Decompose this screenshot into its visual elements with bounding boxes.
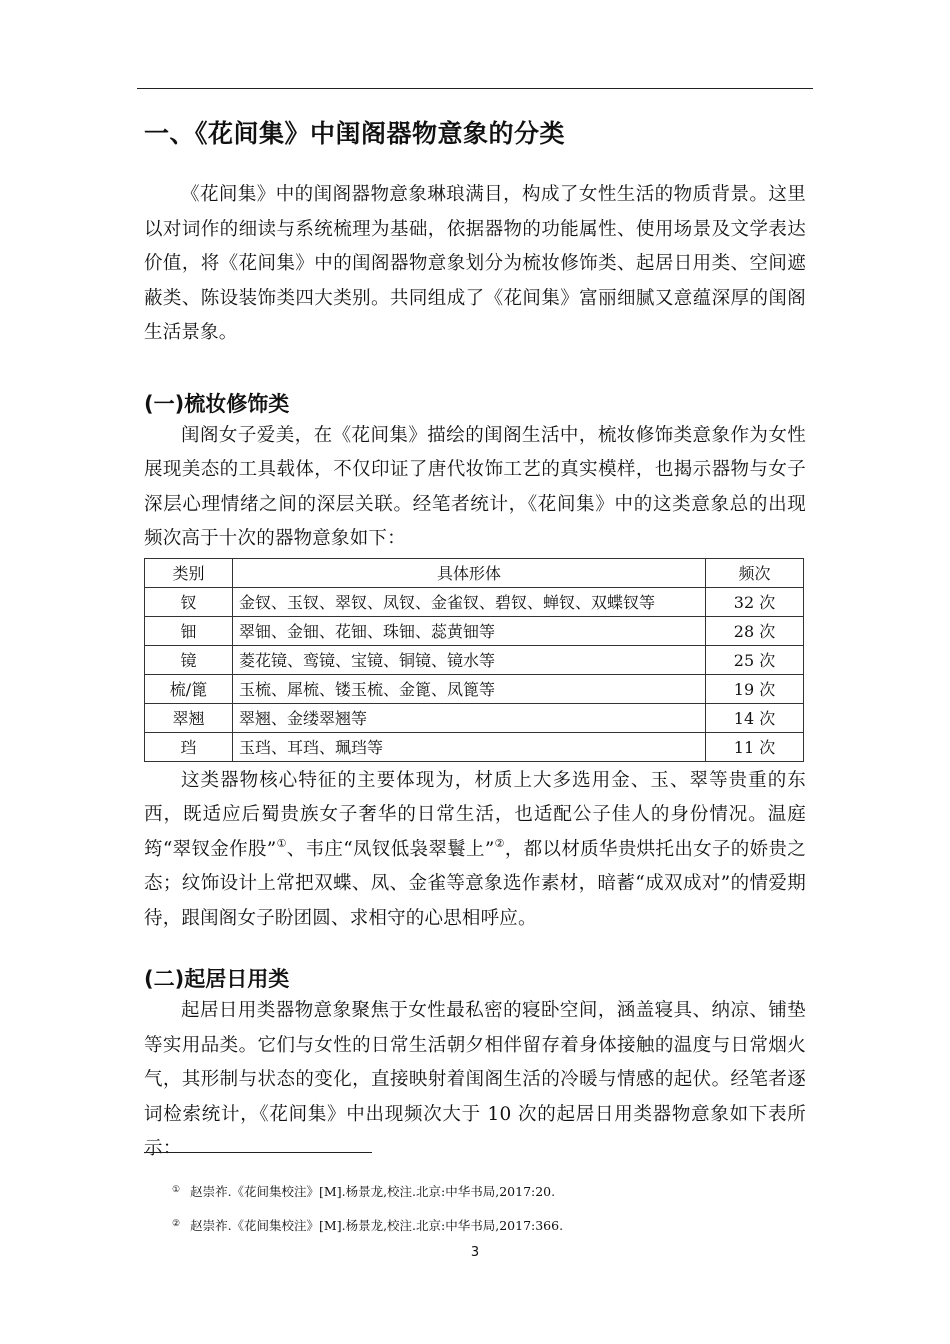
grooming-frequency-table [144, 558, 804, 762]
header-rule [137, 88, 813, 89]
table-row [145, 674, 804, 703]
footnote-text: 赵崇祚.《花间集校注》[M].杨景龙,校注.北京:中华书局,2017:366. [190, 1218, 564, 1233]
footnote-ref-2[interactable]: ② [494, 836, 505, 850]
analysis-text-part3: ，都以材质华贵烘托出女子的娇贵之态；纹饰设计上常把双蝶、凤、金雀等意象选作素材，暗蓄“成双成对”的情爱期待，跟闺阁女子盼团圆、求相守的心思相呼应。 [144, 838, 806, 929]
table-row [145, 732, 804, 761]
cell-count: 32 次 [706, 587, 804, 616]
cell-category: 珰 [145, 732, 233, 761]
footnote-mark: ② [172, 1219, 181, 1229]
cell-forms: 菱花镜、鸾镜、宝镜、铜镜、镜水等 [233, 645, 706, 674]
cell-count: 28 次 [706, 616, 804, 645]
table-row [145, 703, 804, 732]
header-count: 频次 [706, 558, 804, 587]
cell-category: 翠翘 [145, 703, 233, 732]
cell-count: 25 次 [706, 645, 804, 674]
footnote-1 [172, 1174, 812, 1208]
cell-forms: 金钗、玉钗、翠钗、凤钗、金雀钗、碧钗、蝉钗、双蝶钗等 [233, 587, 706, 616]
section-title: 一、《花间集》中闺阁器物意象的分类 [144, 119, 566, 148]
page-body [144, 112, 806, 1167]
page-number: 3 [470, 1245, 480, 1260]
subsection-heading-grooming: (一)梳妆修饰类 [144, 391, 290, 416]
subsection-heading-daily-use: (二)起居日用类 [144, 967, 290, 991]
table-row [145, 645, 804, 674]
cell-count: 14 次 [706, 703, 804, 732]
cell-category: 钿 [145, 616, 233, 645]
header-category: 类别 [145, 558, 233, 587]
table-row [145, 587, 804, 616]
daily-use-paragraph: 起居日用类器物意象聚焦于女性最私密的寝卧空间，涵盖寝具、纳凉、铺垫等实用品类。它们与女性的日常生活朝夕相伴留存着身体接触的温度与日常烟火气，其形制与状态的变化，直接映射着闺阁生活的冷暖与情感的起伏。经笔者逐词检索统计，《花间集》中出现频次大于 10 次的起居日用类器物意象如下表所示： [144, 1000, 806, 1159]
cell-forms: 翠翘、金缕翠翘等 [233, 703, 706, 732]
cell-forms: 玉珰、耳珰、珮珰等 [233, 732, 706, 761]
analysis-text-part2: 、韦庄“凤钗低袅翠鬟上” [286, 838, 495, 860]
footnote-mark: ① [172, 1185, 181, 1195]
cell-category: 镜 [145, 645, 233, 674]
footnote-separator [144, 1152, 372, 1153]
grooming-paragraph: 闺阁女子爱美，在《花间集》描绘的闺阁生活中，梳妆修饰类意象作为女性展现美态的工具载体，不仅印证了唐代妆饰工艺的真实模样，也揭示器物与女子深层心理情绪之间的深层关联。经笔者统计，《花间集》中的这类意象总的出现频次高于十次的器物意象如下： [144, 424, 806, 549]
cell-category: 钗 [145, 587, 233, 616]
cell-count: 19 次 [706, 674, 804, 703]
intro-paragraph: 《花间集》中的闺阁器物意象琳琅满目，构成了女性生活的物质背景。这里以对词作的细读与系统梳理为基础，依据器物的功能属性、使用场景及文学表达价值，将《花间集》中的闺阁器物意象划分为梳妆修饰类、起居日用类、空间遮蔽类、陈设装饰类四大类别。共同组成了《花间集》富丽细腻又意蕴深厚的闺阁生活景象。 [144, 184, 806, 343]
footnote-ref-1[interactable]: ① [276, 836, 287, 850]
grooming-analysis-paragraph [144, 764, 806, 937]
cell-forms: 玉梳、犀梳、镂玉梳、金篦、凤篦等 [233, 674, 706, 703]
cell-count: 11 次 [706, 732, 804, 761]
table-row [145, 616, 804, 645]
analysis-text-part1: 这类器物核心特征的主要体现为，材质上大多选用金、玉、翠等贵重的东西，既适应后蜀贵族女子奢华的日常生活，也适配公子佳人的身份情况。温庭筠“翠钗金作股” [144, 769, 806, 860]
header-forms: 具体形体 [233, 558, 706, 587]
cell-category: 梳/篦 [145, 674, 233, 703]
footnote-text: 赵崇祚.《花间集校注》[M].杨景龙,校注.北京:中华书局,2017:20. [190, 1184, 556, 1199]
table-header-row [145, 558, 804, 587]
footnotes [172, 1174, 812, 1242]
footnote-2 [172, 1208, 812, 1242]
cell-forms: 翠钿、金钿、花钿、珠钿、蕊黄钿等 [233, 616, 706, 645]
